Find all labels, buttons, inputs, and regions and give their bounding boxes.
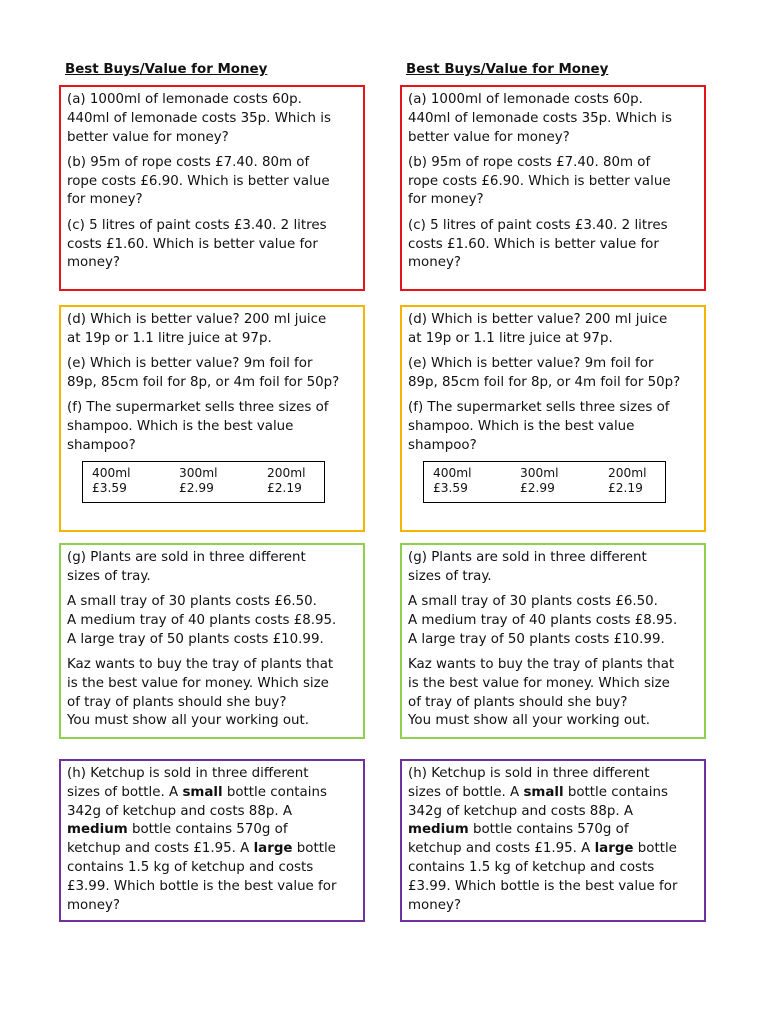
question-g-question — [67, 656, 357, 731]
question-g-line: A large tray of 50 plants costs £10.99. — [408, 631, 665, 647]
question-a-line: 440ml of lemonade costs 35p. Which is — [408, 110, 672, 126]
question-h-line: contains 1.5 kg of ketchup and costs — [67, 859, 314, 875]
card-abc — [400, 85, 706, 291]
question-g-line: A small tray of 30 plants costs £6.50. — [408, 594, 658, 610]
question-g-line: (g) Plants are sold in three different — [67, 550, 306, 565]
shampoo-option — [608, 466, 647, 497]
question-c — [67, 217, 357, 273]
question-f — [408, 399, 698, 455]
question-e-line: 89p, 85cm foil for 8p, or 4m foil for 50p? — [408, 374, 681, 390]
worksheet-column-left — [59, 60, 365, 913]
question-e-line: (e) Which is better value? 9m foil for — [408, 356, 654, 372]
question-g-line: Kaz wants to buy the tray of plants that — [67, 656, 334, 672]
question-e-line: 89p, 85cm foil for 8p, or 4m foil for 50p? — [67, 374, 340, 390]
question-b-line: rope costs £6.90. Which is better value — [408, 173, 671, 189]
question-a-line: better value for money? — [67, 129, 229, 145]
shampoo-price: £2.99 — [179, 481, 214, 496]
question-b-line: (b) 95m of rope costs £7.40. 80m of — [408, 154, 651, 170]
question-h-text: ketchup and costs £1.95. A — [67, 841, 254, 857]
question-g-line: is the best value for money. Which size — [67, 675, 329, 691]
question-h-line: 342g of ketchup and costs 88p. A — [408, 803, 634, 819]
shampoo-price: £2.19 — [267, 481, 302, 496]
question-h-line: (h) Ketchup is sold in three different — [408, 766, 650, 781]
question-g-line: of tray of plants should she buy? — [67, 694, 287, 710]
question-b-line: for money? — [67, 192, 143, 208]
question-f-line: (f) The supermarket sells three sizes of — [67, 400, 329, 416]
question-d-line: (d) Which is better value? 200 ml juice — [67, 312, 327, 327]
question-h-line — [408, 821, 698, 840]
worksheet-heading: Best Buys/Value for Money — [65, 62, 268, 77]
question-a-line: (a) 1000ml of lemonade costs 60p. — [408, 92, 643, 107]
question-d-line: at 19p or 1.1 litre juice at 97p. — [408, 330, 613, 346]
question-h-text: bottle contains — [222, 784, 327, 800]
shampoo-table — [82, 461, 325, 503]
question-h-text: sizes of bottle. A — [408, 784, 524, 800]
question-c-line: costs £1.60. Which is better value for — [67, 236, 318, 252]
question-d — [408, 311, 698, 349]
card-def — [59, 305, 365, 532]
card-def — [400, 305, 706, 532]
shampoo-option — [92, 466, 131, 497]
question-g-line: A medium tray of 40 plants costs £8.95. — [408, 612, 678, 628]
shampoo-size: 400ml — [433, 465, 472, 480]
question-b-line: (b) 95m of rope costs £7.40. 80m of — [67, 154, 310, 170]
question-h-line: £3.99. Which bottle is the best value for — [67, 878, 337, 894]
shampoo-size: 400ml — [92, 465, 131, 480]
worksheet-column-right — [400, 60, 706, 913]
question-c-line: money? — [67, 255, 120, 271]
question-a — [408, 91, 698, 147]
question-a-line: (a) 1000ml of lemonade costs 60p. — [67, 92, 302, 107]
bold-medium: medium — [408, 822, 469, 838]
question-h-line: contains 1.5 kg of ketchup and costs — [408, 859, 655, 875]
shampoo-option — [267, 466, 306, 497]
question-g-line: You must show all your working out. — [408, 713, 651, 729]
bold-large: large — [594, 841, 634, 857]
question-h-line — [408, 840, 698, 859]
shampoo-size: 200ml — [608, 465, 647, 480]
question-d — [67, 311, 357, 349]
shampoo-option — [520, 466, 559, 497]
shampoo-size: 200ml — [267, 465, 306, 480]
question-h-line: 342g of ketchup and costs 88p. A — [67, 803, 293, 819]
question-f-line: shampoo? — [408, 437, 477, 453]
question-b-line: for money? — [408, 192, 484, 208]
question-b-line: rope costs £6.90. Which is better value — [67, 173, 330, 189]
question-g-intro — [67, 549, 357, 587]
question-g-line: A large tray of 50 plants costs £10.99. — [67, 631, 324, 647]
question-f-line: shampoo. Which is the best value — [67, 418, 294, 434]
question-h-text: bottle contains — [563, 784, 668, 800]
shampoo-price: £2.99 — [520, 481, 555, 496]
question-g-line: sizes of tray. — [408, 568, 492, 584]
worksheet-heading: Best Buys/Value for Money — [406, 62, 609, 77]
question-g-line: is the best value for money. Which size — [408, 675, 670, 691]
question-d-line: at 19p or 1.1 litre juice at 97p. — [67, 330, 272, 346]
question-c-line: money? — [408, 255, 461, 271]
shampoo-option — [179, 466, 218, 497]
question-e — [408, 355, 698, 393]
question-h — [408, 765, 698, 915]
question-a-line: better value for money? — [408, 129, 570, 145]
question-h-line — [408, 784, 698, 803]
question-h-text: bottle contains 570g of — [468, 822, 629, 838]
question-c-line: (c) 5 litres of paint costs £3.40. 2 litres — [408, 217, 668, 233]
question-h-text: bottle — [633, 841, 677, 857]
question-g-trays — [408, 593, 698, 649]
question-g-line: Kaz wants to buy the tray of plants that — [408, 656, 675, 672]
question-h-line: money? — [408, 897, 461, 913]
card-g — [400, 543, 706, 739]
question-d-line: (d) Which is better value? 200 ml juice — [408, 312, 668, 327]
question-a-line: 440ml of lemonade costs 35p. Which is — [67, 110, 331, 126]
question-h-text: ketchup and costs £1.95. A — [408, 841, 595, 857]
shampoo-size: 300ml — [179, 465, 218, 480]
question-h-line — [67, 840, 357, 859]
question-g-question — [408, 656, 698, 731]
question-g-line: sizes of tray. — [67, 568, 151, 584]
question-g-intro — [408, 549, 698, 587]
question-c — [408, 217, 698, 273]
question-f-line: shampoo. Which is the best value — [408, 418, 635, 434]
question-b — [408, 154, 698, 210]
shampoo-table — [423, 461, 666, 503]
question-h-line: (h) Ketchup is sold in three different — [67, 766, 309, 781]
question-h-text: bottle contains 570g of — [127, 822, 288, 838]
bold-small: small — [182, 784, 223, 800]
bold-medium: medium — [67, 822, 128, 838]
question-h-line — [67, 821, 357, 840]
card-h — [400, 759, 706, 922]
question-g-trays — [67, 593, 357, 649]
question-f — [67, 399, 357, 455]
question-h — [67, 765, 357, 915]
card-abc — [59, 85, 365, 291]
question-e — [67, 355, 357, 393]
shampoo-price: £3.59 — [433, 481, 468, 496]
question-h-text: sizes of bottle. A — [67, 784, 183, 800]
question-g-line: of tray of plants should she buy? — [408, 694, 628, 710]
shampoo-price: £3.59 — [92, 481, 127, 496]
question-a — [67, 91, 357, 147]
question-f-line: shampoo? — [67, 437, 136, 453]
bold-large: large — [253, 841, 293, 857]
question-g-line: A small tray of 30 plants costs £6.50. — [67, 594, 317, 610]
question-g-line: You must show all your working out. — [67, 713, 310, 729]
bold-small: small — [523, 784, 564, 800]
card-g — [59, 543, 365, 739]
question-h-line: money? — [67, 897, 120, 913]
question-h-line — [67, 784, 357, 803]
shampoo-size: 300ml — [520, 465, 559, 480]
question-h-text: bottle — [292, 841, 336, 857]
question-c-line: (c) 5 litres of paint costs £3.40. 2 litres — [67, 217, 327, 233]
shampoo-option — [433, 466, 472, 497]
question-g-line: A medium tray of 40 plants costs £8.95. — [67, 612, 337, 628]
card-h — [59, 759, 365, 922]
shampoo-price: £2.19 — [608, 481, 643, 496]
question-g-line: (g) Plants are sold in three different — [408, 550, 647, 565]
question-b — [67, 154, 357, 210]
question-h-line: £3.99. Which bottle is the best value for — [408, 878, 678, 894]
question-e-line: (e) Which is better value? 9m foil for — [67, 356, 313, 372]
question-c-line: costs £1.60. Which is better value for — [408, 236, 659, 252]
question-f-line: (f) The supermarket sells three sizes of — [408, 400, 670, 416]
